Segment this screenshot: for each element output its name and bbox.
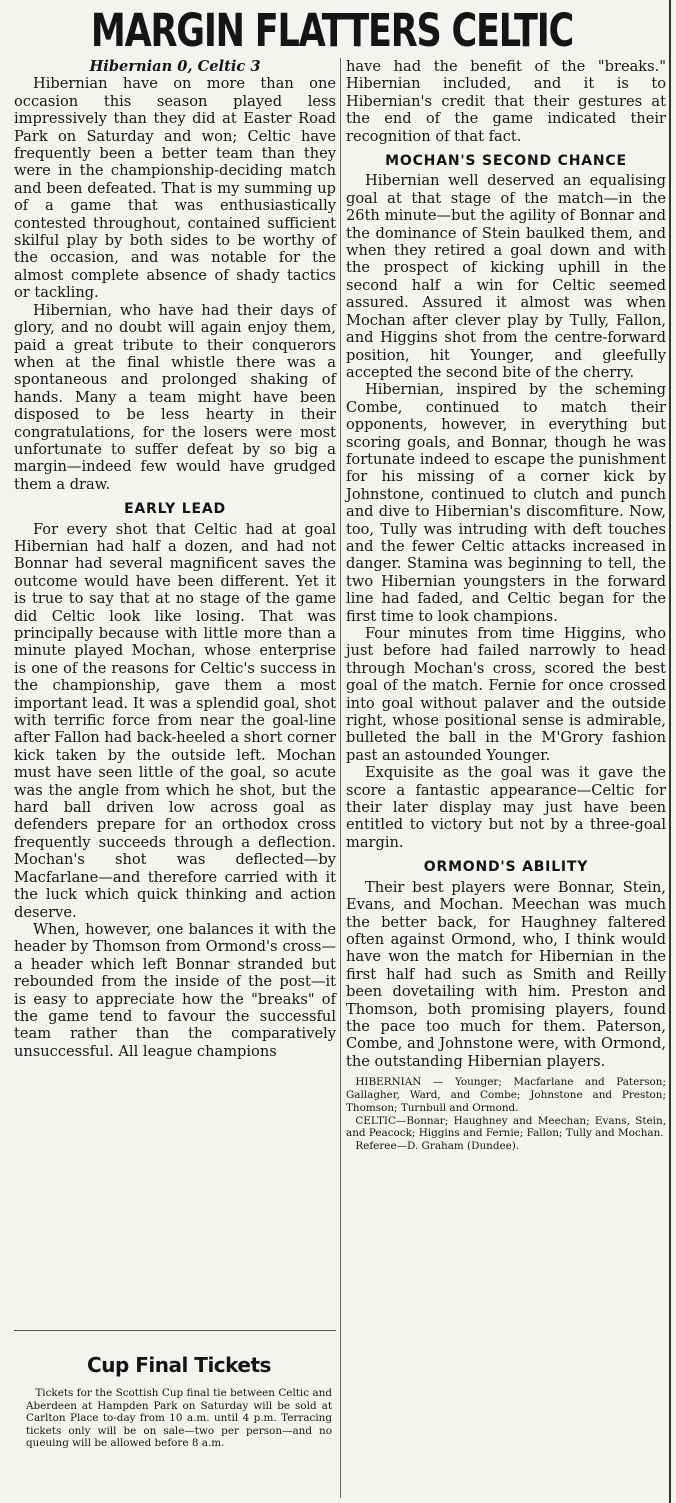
paragraph: Their best players were Bonnar, Stein, Evans, and Mochan. Meechan was much the better back, for Haughney faltered often against Ormond, who, I think would have won the match for Hibernian in the first half had such as Smith and Reilly been dovetailing with him. Preston and Thomson, both promising players, found the pace too much for them. Paterson, Combe, and Johnstone were, with Ormond, the outstanding Hibernian players. — [346, 878, 666, 1070]
dateline: Hibernian 0, Celtic 3 — [89, 58, 261, 75]
notice-box — [26, 1345, 332, 1450]
referee-line: Referee—D. Graham (Dundee). — [355, 1140, 520, 1153]
paragraph: Four minutes from time Higgins, who just before had failed narrowly to head through Mochan's cross, scored the best goal of the match. Fernie for once crossed into goal without palaver and the outside right, whose positional sense is admirable, bulleted the ball in the M'Grory fashion past an astounded Younger. — [346, 625, 666, 764]
headline: MARGIN FLATTERS CELTIC — [90, 4, 574, 57]
subheading: ORMOND'S ABILITY — [423, 859, 589, 876]
lineup-hibernian: HIBERNIAN — Younger; Macfarlane and Paterson; Gallagher, Ward, and Combe; Johnstone and Preston; Thomson; Turnbull and Ormond. — [346, 1076, 666, 1114]
middle-column — [346, 58, 666, 1153]
paragraph: Hibernian have on more than one occasion this season played less impressively than they did at Easter Road Park on Saturday and won; Celtic have frequently been a better team than they were in the championship-deciding match and been defeated. That is my summing up of a game that was enthusiastically contested throughout, contained sufficient skilful play by both sides to be worthy of the occasion, and was notable for the almost complete absence of shady tactics or tackling. — [14, 75, 336, 302]
left-column — [14, 58, 336, 1060]
paragraph: Hibernian, inspired by the scheming Combe, continued to match their opponents, however, in everything but scoring goals, and Bonnar, though he was fortunate indeed to escape the punishment for his missing of a corner kick by Johnstone, continued to clutch and punch and dive to Hibernian's discomfiture. Now, too, Tully was intruding with deft touches and the fewer Celtic attacks increased in danger. Stamina was beginning to tell, the two Hibernian youngsters in the forward line had faded, and Celtic began for the first time to look champions. — [346, 381, 666, 625]
adjacent-column-fragment — [671, 0, 676, 1503]
subheading: EARLY LEAD — [124, 501, 226, 518]
column-divider — [340, 58, 341, 1498]
box-top-rule — [14, 1330, 336, 1331]
paragraph: Exquisite as the goal was it gave the score a fantastic appearance—Celtic for their later display may just have been entitled to victory but not by a three-goal margin. — [346, 764, 666, 851]
paragraph: Hibernian, who have had their days of glory, and no doubt will again enjoy them, paid a great tribute to their conquerors when at the final whistle there was a spontaneous and prolonged shaking of hands. Many a team might have been disposed to be less hearty in their congratulations, for the losers were most unfortunate to suffer defeat by so big a margin—indeed few would have grudged them a draw. — [14, 301, 336, 493]
team-lineups — [346, 1076, 666, 1153]
paragraph: For every shot that Celtic had at goal Hibernian had half a dozen, and had not Bonnar had several magnificent saves the outcome would have been different. Yet it is true to say that at no stage of the game did Celtic look like losing. That was principally because with little more than a minute played Mochan, whose enterprise is one of the reasons for Celtic's success in the championship, gave them a most important lead. It was a splendid goal, shot with terrific force from near the goal-line after Fallon had back-heeled a short corner kick taken by the outside left. Mochan must have seen little of the goal, so acute was the angle from which he shot, but the hard ball driven low across goal as defenders prepare for an orthodox cross frequently succeeds through a deflection. Mochan's shot was deflected—by Macfarlane—and therefore carried with it the luck which quick thinking and action deserve. — [14, 520, 336, 921]
subheading: MOCHAN'S SECOND CHANCE — [385, 153, 627, 170]
paragraph: have had the benefit of the "breaks." Hibernian included, and it is to Hibernian's credit that their gestures at the end of the game indicated their recognition of that fact. — [346, 58, 666, 145]
lineup-celtic: CELTIC—Bonnar; Haughney and Meechan; Evans, Stein, and Peacock; Higgins and Fernie; Fallon; Tully and Mochan. — [346, 1114, 666, 1140]
paragraph: When, however, one balances it with the header by Thomson from Ormond's cross—a header which left Bonnar stranded but rebounded from the inside of the post—it is easy to appreciate how the "breaks" of the game tend to favour the successful team rather than the comparatively unsuccessful. All league champions — [14, 920, 336, 1060]
notice-title: Cup Final Tickets — [87, 1353, 271, 1377]
paragraph: Hibernian well deserved an equalising goal at that stage of the match—in the 26th minute—but the agility of Bonnar and the dominance of Stein baulked them, and when they retired a goal down and with the prospect of kicking uphill in the second half a win for Celtic seemed assured. Assured it almost was when Mochan after clever play by Tully, Fallon, and Higgins shot from the centre-forward position, hit Younger, and gleefully accepted the second bite of the cherry. — [346, 172, 666, 381]
notice-body: Tickets for the Scottish Cup final tie between Celtic and Aberdeen at Hampden Park on Saturday will be sold at Carlton Place to-day from 10 a.m. until 4 p.m. Terracing tickets only will be on sale—two per person—and no queuing will be allowed before 8 a.m. — [26, 1387, 332, 1450]
